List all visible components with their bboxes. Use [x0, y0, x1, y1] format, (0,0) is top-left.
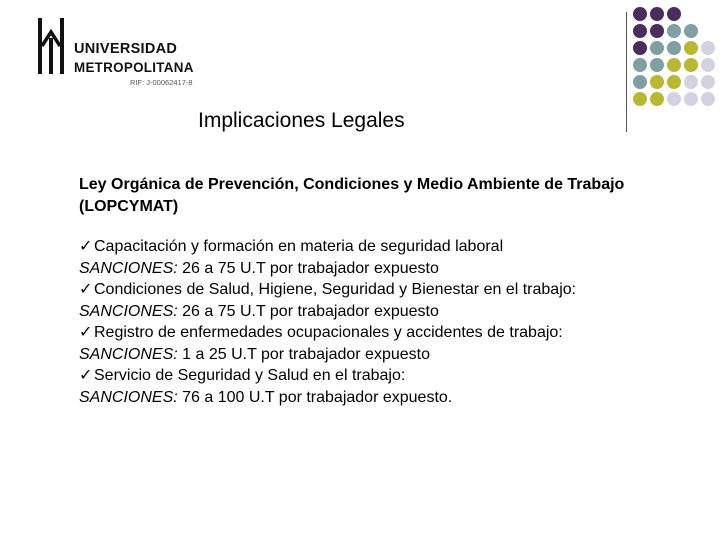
- sanction-label: SANCIONES:: [79, 345, 178, 363]
- item-text: Capacitación y formación en materia de seguridad laboral: [94, 238, 504, 255]
- sanction-text: 76 a 100 U.T por trabajador expuesto.: [177, 388, 453, 406]
- sanction-line: [79, 258, 659, 280]
- list-item: [79, 279, 659, 301]
- decorative-dot: [633, 41, 647, 55]
- decorative-dot: [667, 41, 681, 55]
- logo-line-1: UNIVERSIDAD: [74, 41, 178, 57]
- checkmark-icon: ✓: [79, 324, 93, 341]
- decorative-dot: [667, 24, 681, 38]
- decorative-dot: [633, 75, 647, 89]
- decorative-dot: [633, 7, 647, 21]
- item-text: Registro de enfermedades ocupacionales y accidentes de trabajo:: [94, 324, 563, 341]
- sanction-text: 26 a 75 U.T por trabajador expuesto: [177, 259, 439, 277]
- decorative-dot: [650, 7, 664, 21]
- decorative-dot: [633, 24, 647, 38]
- decorative-dot: [667, 7, 681, 21]
- list-item: [79, 236, 659, 258]
- decorative-dot: [684, 41, 698, 55]
- list-item: [79, 365, 659, 387]
- decorative-dot: [667, 58, 681, 72]
- decorative-dot: [650, 58, 664, 72]
- sanction-label: SANCIONES:: [79, 259, 178, 277]
- decorative-dot: [684, 24, 698, 38]
- decorative-dot: [650, 75, 664, 89]
- checkmark-icon: ✓: [79, 238, 93, 255]
- decorative-dot: [650, 92, 664, 106]
- sanction-text: 26 a 75 U.T por trabajador expuesto: [177, 302, 439, 320]
- decorative-dot: [650, 41, 664, 55]
- decorative-dot: [667, 75, 681, 89]
- logo-line-2: METROPOLITANA: [74, 60, 194, 75]
- decorative-dot: [701, 92, 715, 106]
- decorative-dot: [701, 41, 715, 55]
- checkmark-icon: ✓: [79, 281, 93, 298]
- decorative-dot: [684, 92, 698, 106]
- decorative-dot: [633, 58, 647, 72]
- requirements-list: [79, 236, 659, 408]
- item-text: Condiciones de Salud, Higiene, Seguridad y Bienestar en el trabajo:: [94, 281, 577, 298]
- sanction-label: SANCIONES:: [79, 388, 178, 406]
- sanction-line: [79, 301, 659, 323]
- checkmark-icon: ✓: [79, 367, 93, 384]
- logo-rif: RIF: J-00062417-8: [130, 78, 193, 87]
- decorative-dot: [684, 75, 698, 89]
- decorative-dot: [701, 75, 715, 89]
- item-text: Servicio de Seguridad y Salud en el trabajo:: [94, 367, 406, 384]
- sanction-line: [79, 344, 659, 366]
- decorative-dot: [701, 58, 715, 72]
- sanction-label: SANCIONES:: [79, 302, 178, 320]
- decorative-dot: [684, 58, 698, 72]
- slide-title: Implicaciones Legales: [198, 109, 405, 132]
- decorative-dot: [633, 92, 647, 106]
- decorative-dot: [667, 92, 681, 106]
- law-subtitle: Ley Orgánica de Prevención, Condiciones y Medio Ambiente de Trabajo (LOPCYMAT): [79, 176, 625, 215]
- sanction-text: 1 a 25 U.T por trabajador expuesto: [177, 345, 430, 363]
- decorative-dot: [650, 24, 664, 38]
- list-item: [79, 322, 659, 344]
- sanction-line: [79, 387, 659, 409]
